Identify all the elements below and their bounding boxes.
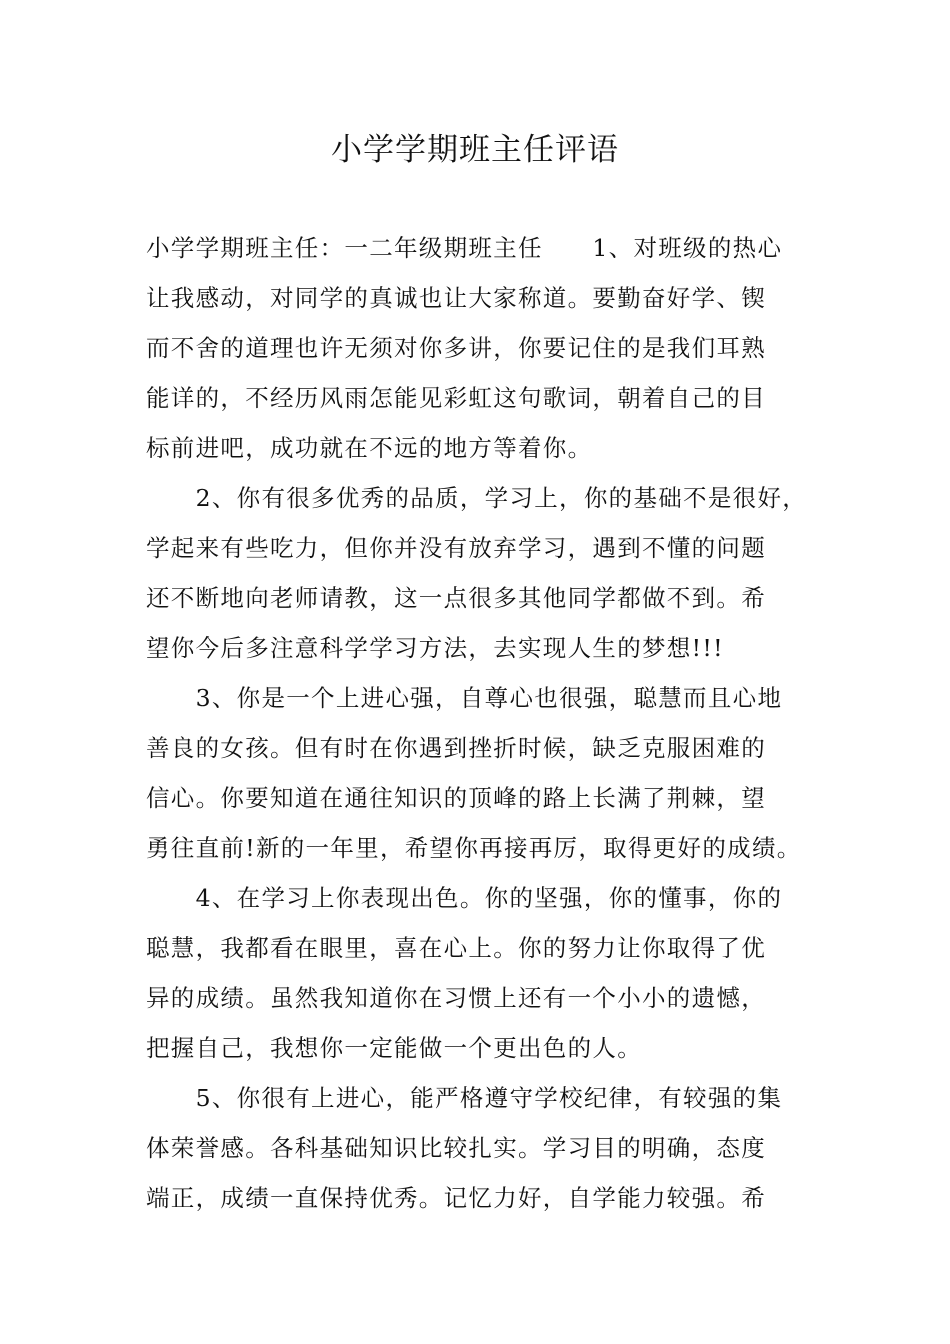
body-line: 学起来有些吃力，但你并没有放弃学习，遇到不懂的问题: [146, 534, 766, 562]
body-line: 还不断地向老师请教，这一点很多其他同学都做不到。希: [146, 584, 766, 612]
body-line: 端正，成绩一直保持优秀。记忆力好，自学能力较强。希: [146, 1184, 766, 1212]
body-line: 让我感动，对同学的真诚也让大家称道。要勤奋好学、锲: [146, 284, 766, 312]
body-line: 勇往直前!新的一年里，希望你再接再厉，取得更好的成绩。: [146, 834, 802, 862]
body-line: 把握自己，我想你一定能做一个更出色的人。: [146, 1034, 642, 1062]
body-line: 信心。你要知道在通往知识的顶峰的路上长满了荆棘，望: [146, 784, 766, 812]
body-line: 异的成绩。虽然我知道你在习惯上还有一个小小的遗憾，: [146, 984, 766, 1012]
body-line: 望你今后多注意科学学习方法，去实现人生的梦想!!!: [146, 634, 724, 662]
body-line: 2、你有很多优秀的品质，学习上，你的基础不是很好，: [146, 484, 808, 512]
body-line: 而不舍的道理也许无须对你多讲，你要记住的是我们耳熟: [146, 334, 766, 362]
body-line: 善良的女孩。但有时在你遇到挫折时候，缺乏克服困难的: [146, 734, 766, 762]
body-line: 3、你是一个上进心强，自尊心也很强，聪慧而且心地: [146, 684, 783, 712]
document-title: 小学学期班主任评语: [331, 132, 619, 168]
body-line: 体荣誉感。各科基础知识比较扎实。学习目的明确，态度: [146, 1134, 766, 1162]
body-line: 4、在学习上你表现出色。你的坚强，你的懂事，你的: [146, 884, 783, 912]
body-line: 能详的，不经历风雨怎能见彩虹这句歌词，朝着自己的目: [146, 384, 766, 412]
body-line: 标前进吧，成功就在不远的地方等着你。: [146, 434, 593, 462]
body-line: 聪慧，我都看在眼里，喜在心上。你的努力让你取得了优: [146, 934, 766, 962]
body-line: 5、你很有上进心，能严格遵守学校纪律，有较强的集: [146, 1084, 783, 1112]
body-line: 小学学期班主任：一二年级期班主任 1、对班级的热心: [146, 234, 783, 262]
